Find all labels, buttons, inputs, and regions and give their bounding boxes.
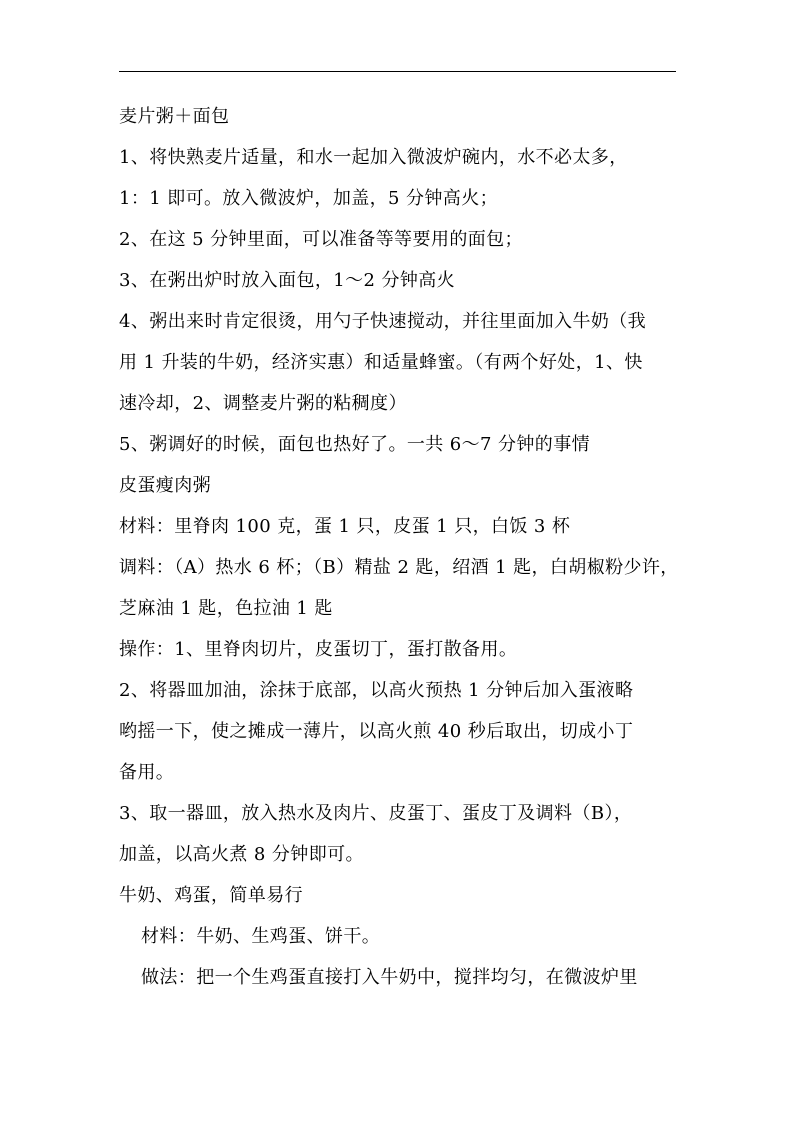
header-rule [119, 71, 676, 72]
text-line: 2、在这 5 分钟里面，可以准备等等要用的面包； [119, 229, 523, 250]
document-body [119, 96, 689, 998]
text-line: 皮蛋瘦肉粥 [119, 475, 211, 496]
text-line: 麦片粥＋面包 [119, 106, 230, 127]
text-line: 加盖，以高火煮 8 分钟即可。 [119, 844, 364, 865]
text-line: 3、在粥出炉时放入面包，1～2 分钟高火 [119, 270, 456, 291]
text-line: 做法：把一个生鸡蛋直接打入牛奶中，搅拌均匀，在微波炉里 [141, 967, 638, 988]
text-line: 材料：里脊肉 100 克，蛋 1 只，皮蛋 1 只，白饭 3 杯 [119, 516, 571, 537]
text-line: 1、将快熟麦片适量，和水一起加入微波炉碗内，水不必太多， [119, 147, 628, 168]
text-line: 速冷却，2、调整麦片粥的粘稠度） [119, 393, 407, 414]
text-line: 用 1 升装的牛奶，经济实惠）和适量蜂蜜。（有两个好处，1、快 [119, 352, 643, 373]
text-line: 操作：1、里脊肉切片，皮蛋切丁，蛋打散备用。 [119, 639, 518, 660]
text-line: 调料：（A）热水 6 杯；（B）精盐 2 匙，绍酒 1 匙，白胡椒粉少许， [119, 557, 679, 578]
text-line: 3、取一器皿，放入热水及肉片、皮蛋丁、蛋皮丁及调料（B）， [119, 803, 633, 824]
text-line: 备用。 [119, 762, 175, 783]
text-line: 5、粥调好的时候，面包也热好了。一共 6～7 分钟的事情 [119, 434, 590, 455]
text-line: 芝麻油 1 匙，色拉油 1 匙 [119, 598, 333, 619]
text-line: 哟摇一下，使之摊成一薄片，以高火煎 40 秒后取出，切成小丁 [119, 721, 634, 742]
text-line: 1：1 即可。放入微波炉，加盖，5 分钟高火； [119, 188, 498, 209]
text-line: 牛奶、鸡蛋，简单易行 [119, 885, 303, 906]
text-line: 材料：牛奶、生鸡蛋、饼干。 [141, 926, 381, 947]
text-line: 4、粥出来时肯定很烫，用勺子快速搅动，并往里面加入牛奶（我 [119, 311, 647, 332]
text-line: 2、将器皿加油，涂抹于底部，以高火预热 1 分钟后加入蛋液略 [119, 680, 634, 701]
